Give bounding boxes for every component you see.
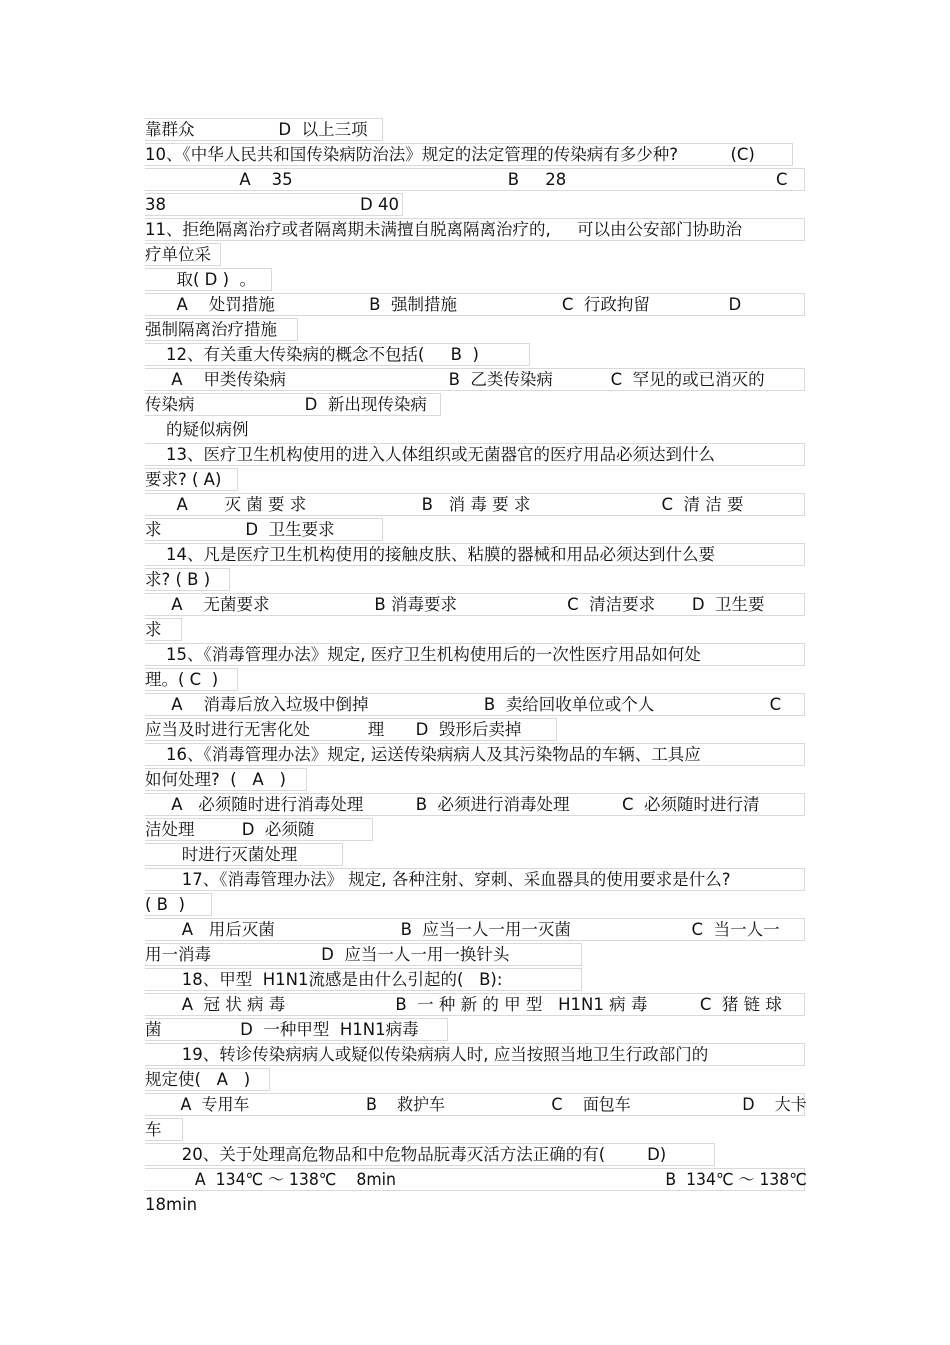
question-14: 14、凡是医疗卫生机构使用的接触皮肤、粘膜的器械和用品必须达到什么要 bbox=[145, 545, 715, 564]
text-line: 理。( C ) bbox=[145, 670, 219, 689]
options-line: 菌 D 一种甲型 H1N1病毒 bbox=[145, 1020, 419, 1039]
question-18: 18、甲型 H1N1流感是由什么引起的( B): bbox=[145, 970, 503, 989]
options-line: 用一消毒 D 应当一人一用一换针头 bbox=[145, 945, 510, 964]
question-16: 16、《消毒管理办法》规定, 运送传染病病人及其污染物品的车辆、工具应 bbox=[145, 745, 701, 764]
options-line: 时进行灭菌处理 bbox=[145, 845, 298, 864]
options-line: A 处罚措施 B 强制措施 C 行政拘留 D bbox=[145, 295, 742, 314]
text-line: 规定使( A ) bbox=[145, 1070, 251, 1089]
text-line: 靠群众 D 以上三项 bbox=[145, 120, 368, 139]
options-line: 的疑似病例 bbox=[145, 420, 249, 439]
text-line: 求? ( B ) bbox=[145, 570, 211, 589]
question-20: 20、关于处理高危物品和中危物品朊毒灭活方法正确的有( D) bbox=[145, 1145, 667, 1164]
question-12: 12、有关重大传染病的概念不包括( B ) bbox=[145, 345, 479, 364]
options-line: A 甲类传染病 B 乙类传染病 C 罕见的或已消灭的 bbox=[145, 370, 765, 389]
question-10: 10、《中华人民共和国传染病防治法》规定的法定管理的传染病有多少种? (C) bbox=[145, 145, 755, 164]
options-line: A 专用车 B 救护车 C 面包车 D 大卡 bbox=[145, 1095, 807, 1114]
text-line: 疗单位采 bbox=[145, 245, 211, 264]
question-13: 13、医疗卫生机构使用的进入人体组织或无菌器官的医疗用品必须达到什么 bbox=[145, 445, 715, 464]
options-line: A 消毒后放入垃圾中倒掉 B 卖给回收单位或个人 C bbox=[145, 695, 782, 714]
options-line: 求 bbox=[145, 620, 162, 639]
options-line: 洁处理 D 必须随 bbox=[145, 820, 315, 839]
options-line: A 必须随时进行消毒处理 B 必须进行消毒处理 C 必须随时进行清 bbox=[145, 795, 760, 814]
options-line: 强制隔离治疗措施 bbox=[145, 320, 277, 339]
question-15: 15、《消毒管理办法》规定, 医疗卫生机构使用后的一次性医疗用品如何处 bbox=[145, 645, 701, 664]
text-line: 如何处理? ( A ) bbox=[145, 770, 286, 789]
question-17: 17、《消毒管理办法》 规定, 各种注射、穿刺、采血器具的使用要求是什么? bbox=[145, 870, 731, 889]
options-line: 38 D 40 bbox=[145, 195, 400, 214]
question-11: 11、拒绝隔离治疗或者隔离期未满擅自脱离隔离治疗的, 可以由公安部门协助治 bbox=[145, 220, 742, 239]
options-line: A 用后灭菌 B 应当一人一用一灭菌 C 当一人一 bbox=[145, 920, 780, 939]
options-line: A 无菌要求 B 消毒要求 C 清洁要求 D 卫生要 bbox=[145, 595, 765, 614]
options-line: 应当及时进行无害化处 理 D 毁形后卖掉 bbox=[145, 720, 522, 739]
options-line: A 灭 菌 要 求 B 消 毒 要 求 C 清 洁 要 bbox=[145, 495, 744, 514]
options-line: A 35 B 28 C bbox=[145, 170, 788, 189]
options-line: A 134℃ ～ 138℃ 8min B 134℃ ～ 138℃ bbox=[145, 1170, 807, 1189]
options-line: 求 D 卫生要求 bbox=[145, 520, 335, 539]
text-line: ( B ) bbox=[145, 895, 185, 914]
options-line: A 冠 状 病 毒 B 一 种 新 的 甲 型 H1N1 病 毒 C 猪 链 球 bbox=[145, 995, 782, 1014]
options-line: 车 bbox=[145, 1120, 162, 1139]
question-19: 19、转诊传染病病人或疑似传染病病人时, 应当按照当地卫生行政部门的 bbox=[145, 1045, 709, 1064]
text-line: 要求? ( A) bbox=[145, 470, 222, 489]
text-line: 取( D ) 。 bbox=[145, 270, 257, 289]
options-line: 传染病 D 新出现传染病 bbox=[145, 395, 427, 414]
options-line: 18min bbox=[145, 1195, 198, 1214]
